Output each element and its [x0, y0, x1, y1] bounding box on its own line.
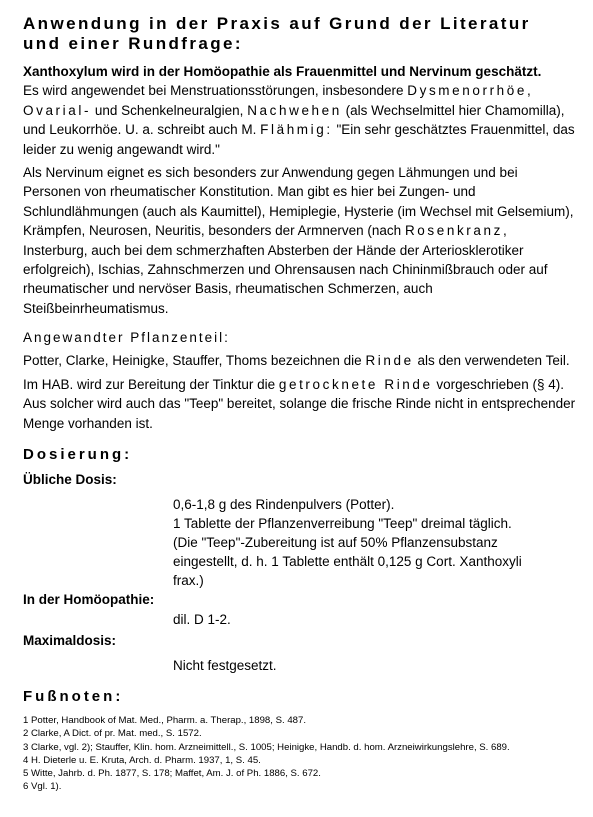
intro-paragraph-women: Es wird angewendet bei Menstruationsstörungen, insbesondere Dysmenorrhöe, Ovarial- und Schenkelneuralgien, Nachwehen (als Wechselmittel hier Chamomilla), und Leukorrhöe. U. a. schreibt auch M. Flähmig: "Ein sehr geschätztes Frauenmittel, das leider zu wenig angewandt wird." [23, 83, 575, 157]
dosage-heading: Dosierung: [23, 445, 133, 463]
footnote-item: 4 H. Dieterle u. E. Kruta, Arch. d. Pharm. 1937, 1, S. 45. [23, 754, 261, 766]
footnote-item: 1 Potter, Handbook of Mat. Med., Pharm. a. Therap., 1898, S. 487. [23, 714, 307, 726]
usual-dose-values [23, 495, 577, 590]
spaced-term-nachwehen: Nachwehen [247, 102, 342, 118]
page-title-line2: und einer Rundfrage: [23, 34, 243, 53]
plant-part-heading: Angewandter Pflanzenteil: [23, 330, 230, 346]
plant-part-paragraph-1: Potter, Clarke, Heinigke, Stauffer, Thoms bezeichnen die Rinde als den verwendeten Teil. [23, 353, 570, 369]
spaced-term-rosenkranz: Rosenkranz, [404, 223, 510, 239]
usual-dose-line: 1 Tablette der Pflanzenverreibung "Teep" dreimal täglich. [173, 515, 512, 531]
dosage-section [23, 446, 577, 675]
max-dose-value: Nicht festgesetzt. [173, 657, 277, 673]
footnote-item: 2 Clarke, A Dict. of pr. Mat. med., S. 1572. [23, 728, 202, 740]
spaced-term-getrocknete-rinde: getrocknete Rinde [278, 376, 433, 392]
plant-part-paragraph-2: Im HAB. wird zur Bereitung der Tinktur die getrocknete Rinde vorgeschrieben (§ 4). Aus solcher wird auch das "Teep" bereitet, solange die frische Rinde nicht in entsprechender Menge vorhanden ist. [23, 376, 576, 431]
intro-paragraph-nervinum: Als Nervinum eignet es sich besonders zur Anwendung gegen Lähmungen und bei Personen von rheumatischer Konstitution. Man gibt es hier bei Zungen- und Schlundlähmungen (auch als Kaumittel), Hemiplegie, Hysterie (im Wechsel mit Gelsemium), Krämpfen, Neurosen, Neuritis, besonders der Armnerven (nach Rosenkranz, Insterburg, auch bei dem schmerzhaften Absterben der Hände der Arteriosklerotiker erfolgreich), Ischias, Zahnschmerzen und Ohrensausen nach Chininmißbrauch oder auf rheumatischer und nervöser Basis, rheumatischen Schmerzen, auch Steißbeinrheumatismus. [23, 165, 574, 316]
usual-dose-line: 0,6-1,8 g des Rindenpulvers (Potter). [173, 496, 395, 512]
spaced-term-flaehmig: Flähmig: [260, 122, 333, 138]
footnote-item: 5 Witte, Jahrb. d. Ph. 1877, S. 178; Maffet, Am. J. of Ph. 1886, S. 672. [23, 768, 321, 780]
homeopathy-dose-label: In der Homöopathie: [23, 591, 155, 607]
page-title [23, 14, 577, 54]
footnotes-heading: Fußnoten: [23, 687, 124, 705]
usual-dose-line: (Die "Teep"-Zubereitung ist auf 50% Pflanzensubstanz [173, 534, 498, 550]
usual-dose-line: frax.) [173, 572, 204, 588]
footnotes-list [23, 714, 577, 794]
homeopathy-dose-value: dil. D 1-2. [173, 611, 231, 627]
spaced-term-rinde: Rinde [365, 353, 414, 369]
intro-lead: Xanthoxylum wird in der Homöopathie als Frauenmittel und Nervinum geschätzt. [23, 64, 542, 79]
spaced-term-dysmenorrhoe: Dysmenorrhöe, [407, 83, 534, 99]
page-title-line1: Anwendung in der Praxis auf Grund der Literatur [23, 14, 531, 33]
max-dose-label: Maximaldosis: [23, 632, 117, 648]
spaced-term-ovarial: Ovarial- [23, 102, 92, 118]
footnote-item: 3 Clarke, vgl. 2); Stauffer, Klin. hom. Arzneimittell., S. 1005; Heinigke, Handb. d. hom. Arzneiwirkungslehre, S. 689. [23, 741, 510, 753]
footnote-item: 6 Vgl. 1). [23, 781, 62, 793]
usual-dose-label: Übliche Dosis: [23, 471, 117, 487]
usual-dose-line: eingestellt, d. h. 1 Tablette enthält 0,125 g Cort. Xanthoxyli [173, 553, 522, 569]
